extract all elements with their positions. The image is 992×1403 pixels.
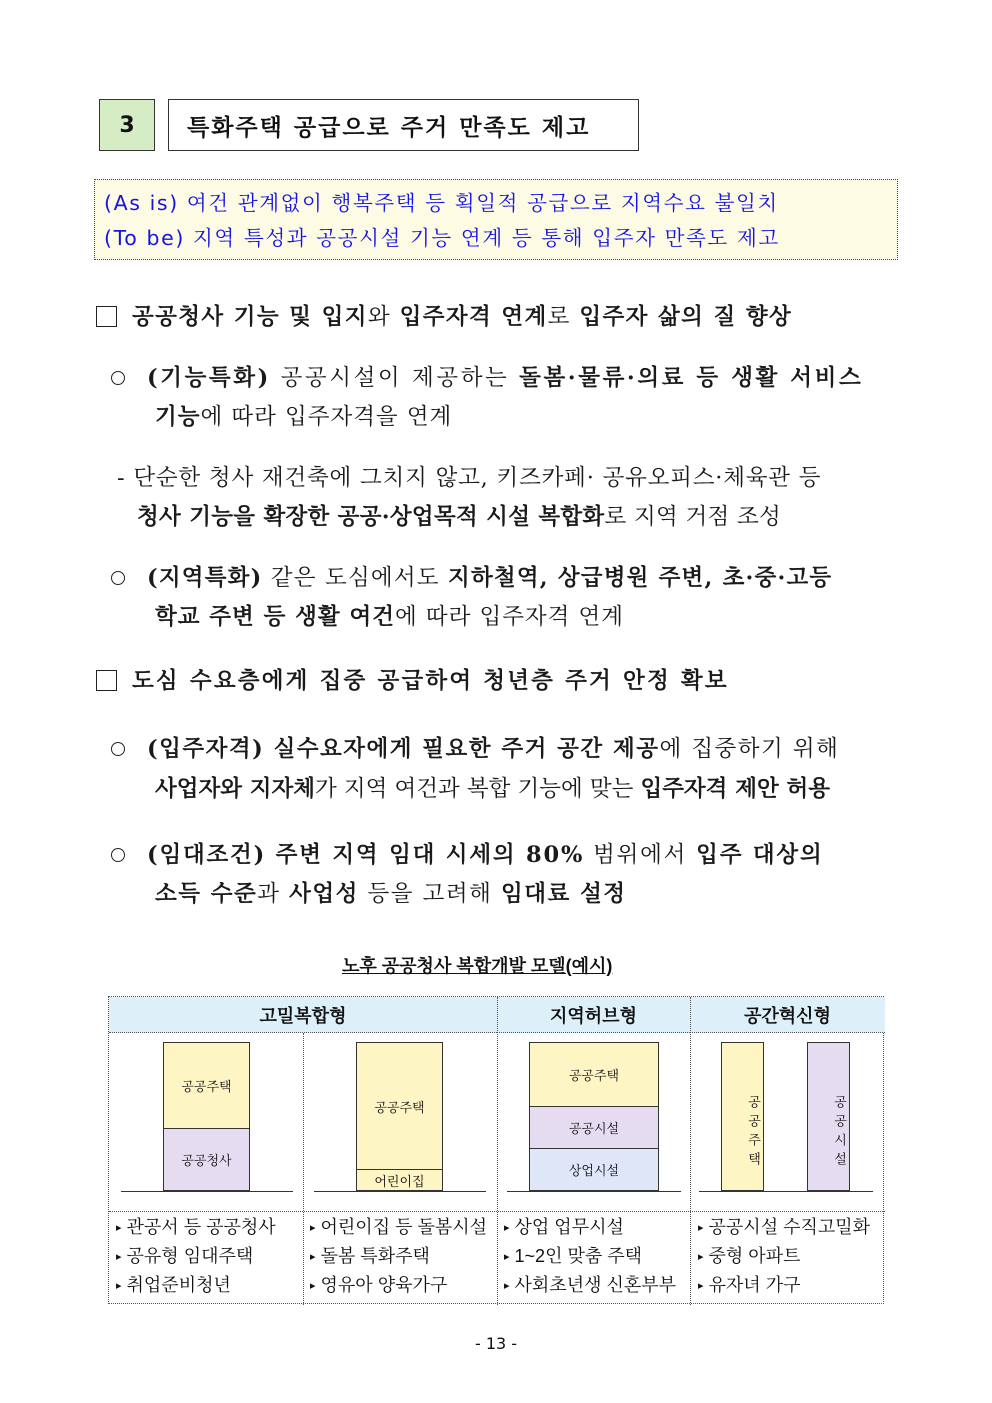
list-high-density-2 (310, 1213, 487, 1300)
section-number: 3 (99, 99, 155, 151)
block-government-office: 공공청사 (163, 1128, 250, 1191)
list-item: ▸ 중형 아파트 (698, 1242, 870, 1271)
circle-bullet-icon (111, 571, 125, 585)
header-high-density: 고밀복합형 (109, 997, 497, 1033)
point-rent-line2: 소득 수준과 사업성 등을 고려해 임대료 설정 (155, 881, 627, 907)
row-divider (109, 1211, 885, 1212)
list-item: ▸ 공공시설 수직고밀화 (698, 1213, 870, 1242)
header-regional-hub: 지역허브형 (497, 997, 690, 1033)
column-divider (497, 997, 498, 1305)
point-region-line1: (지역특화) 같은 도심에서도 지하철역, 상급병원 주변, 초·중·고등 (147, 565, 833, 591)
point-function-line1: (기능특화) 공공시설이 제공하는 돌봄·물류·의료 등 생활 서비스 (147, 365, 864, 391)
header-space-innovation: 공간혁신형 (690, 997, 885, 1033)
list-item: ▸ 영유아 양육가구 (310, 1271, 487, 1300)
block-public-housing: 공공주택 (529, 1042, 659, 1107)
list-item: ▸ 상업 업무시설 (504, 1213, 676, 1242)
list-regional-hub (504, 1213, 676, 1300)
dash-item-line2: 청사 기능을 확장한 공공·상업목적 시설 복합화로 지역 거점 조성 (137, 504, 782, 530)
ground-line (507, 1191, 681, 1192)
point-rent-line1: (임대조건) 주변 지역 임대 시세의 80% 범위에서 입주 대상의 (147, 842, 824, 868)
block-public-housing: 공공주택 (356, 1042, 443, 1170)
list-item: ▸ 관공서 등 공공청사 (116, 1213, 276, 1242)
block-commercial-facility: 상업시설 (529, 1148, 659, 1191)
tobe-text: (To be) 지역 특성과 공공시설 기능 연계 등 통해 입주자 만족도 제고 (104, 226, 780, 250)
list-space-innovation (698, 1213, 870, 1300)
page-number: - 13 - (474, 1334, 518, 1353)
circle-bullet-icon (111, 848, 125, 862)
asis-tobe-box (94, 179, 898, 260)
point-region-line2: 학교 주변 등 생활 여건에 따라 입주자격 연계 (155, 604, 625, 630)
table-caption: 노후 공공청사 복합개발 모델(예시) (342, 956, 613, 976)
list-item: ▸ 돌봄 특화주택 (310, 1242, 487, 1271)
block-public-housing-vertical: 공공주택 (721, 1042, 764, 1191)
ground-line (121, 1191, 293, 1192)
asis-text: (As is) 여건 관계없이 행복주택 등 획일적 공급으로 지역수요 불일치 (104, 191, 779, 215)
list-high-density-1 (116, 1213, 276, 1300)
ground-line (314, 1191, 486, 1192)
list-item: ▸ 사회초년생 신혼부부 (504, 1271, 676, 1300)
column-divider (690, 997, 691, 1305)
block-daycare: 어린이집 (356, 1169, 443, 1191)
circle-bullet-icon (111, 371, 125, 385)
square-bullet-icon (96, 670, 117, 691)
block-public-facility: 공공시설 (529, 1106, 659, 1149)
list-item: ▸ 취업준비청년 (116, 1271, 276, 1300)
heading-2: 도심 수요층에게 집중 공급하여 청년층 주거 안정 확보 (132, 668, 729, 694)
heading-1: 공공청사 기능 및 입지와 입주자격 연계로 입주자 삶의 질 향상 (132, 304, 793, 330)
point-eligibility-line1: (입주자격) 실수요자에게 필요한 주거 공간 제공에 집중하기 위해 (147, 736, 840, 762)
list-item: ▸ 공유형 임대주택 (116, 1242, 276, 1271)
point-eligibility-line2: 사업자와 지자체가 지역 여건과 복합 기능에 맞는 입주자격 제안 허용 (155, 776, 830, 802)
point-function-line2: 기능에 따라 입주자격을 연계 (155, 404, 453, 430)
circle-bullet-icon (111, 742, 125, 756)
column-divider (303, 1033, 304, 1305)
list-item: ▸ 1~2인 맞춤 주택 (504, 1242, 676, 1271)
ground-line (699, 1191, 873, 1192)
block-public-housing: 공공주택 (163, 1042, 250, 1129)
dash-item-line1: - 단순한 청사 재건축에 그치지 않고, 키즈카페· 공유오피스·체육관 등 (117, 465, 822, 491)
list-item: ▸ 유자녀 가구 (698, 1271, 870, 1300)
list-item: ▸ 어린이집 등 돌봄시설 (310, 1213, 487, 1242)
block-public-facility-vertical: 공공시설 (807, 1042, 850, 1191)
section-title: 특화주택 공급으로 주거 만족도 제고 (168, 99, 639, 151)
square-bullet-icon (96, 306, 117, 327)
